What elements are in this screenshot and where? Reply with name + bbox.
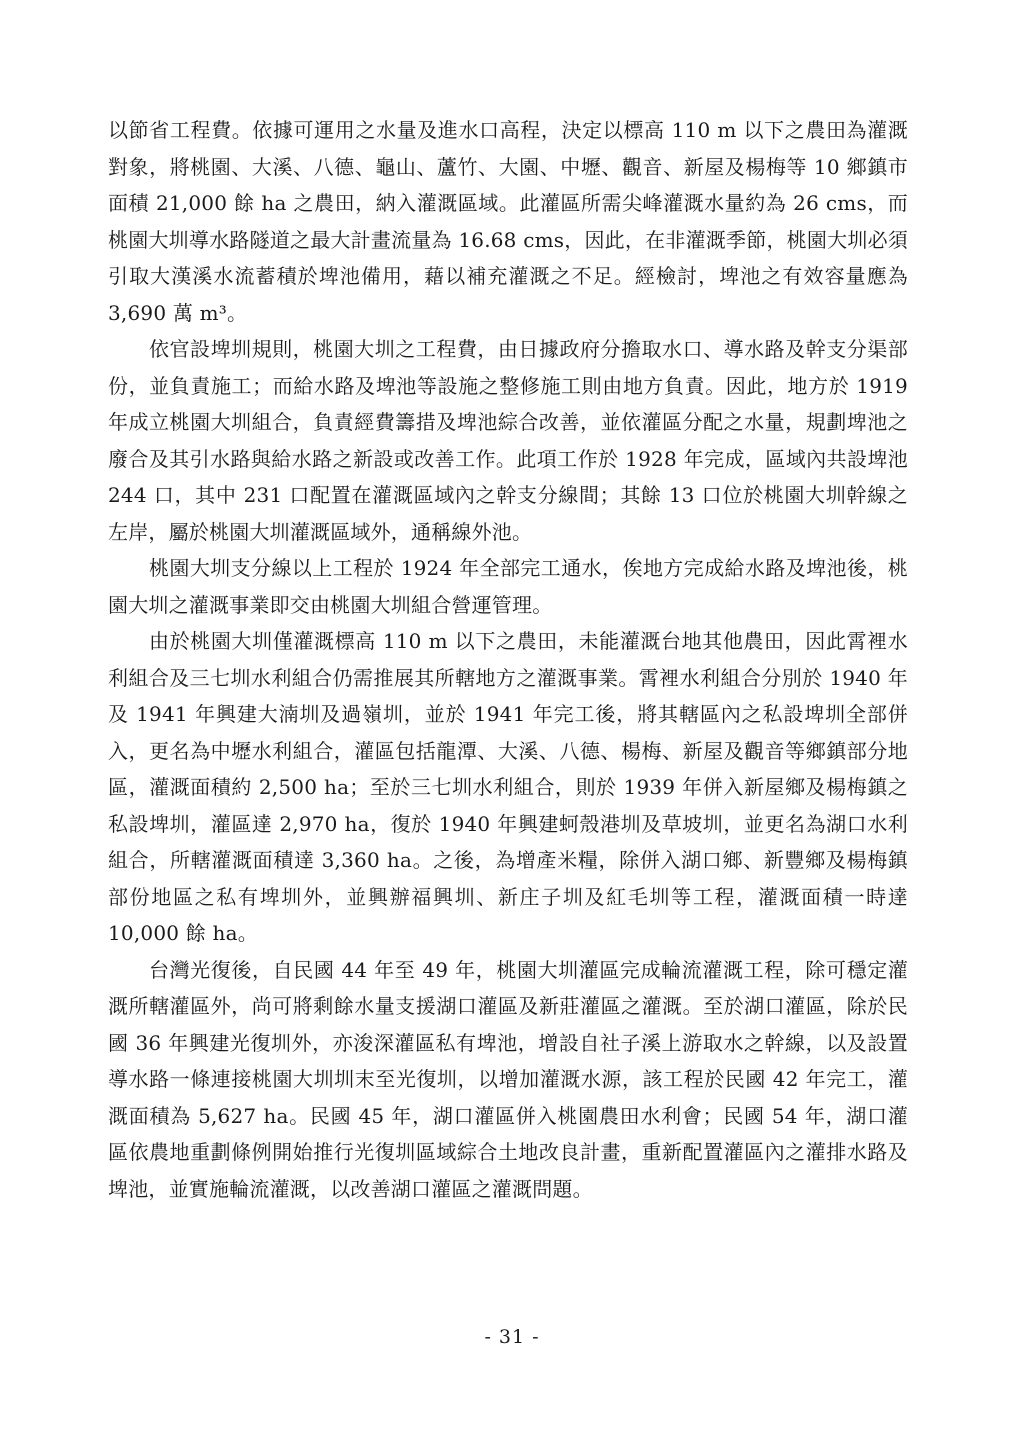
paragraph-post-war: 台灣光復後，自民國 44 年至 49 年，桃園大圳灌區完成輪流灌溉工程，除可穩定灌溉所轄灌區外，尚可將剩餘水量支援湖口灌區及新莊灌區之灌溉。至於湖口灌區，除於民國 36 年興建光復圳外，亦浚深灌區私有埤池，增設自社子溪上游取水之幹線，以及設置導水路一條連接桃園大圳圳末至光復圳，以增加灌溉水源，該工程於民國 42 年完工，灌溉面積為 5,627 ha。民國 45 年，湖口灌區併入桃園農田水利會；民國 54 年，湖口灌區依農地重劃條例開始推行光復圳區域綜合土地改良計畫，重新配置灌區內之灌排水路及埤池，並實施輪流灌溉，以改善湖口灌區之灌溉問題。: [108, 957, 908, 1201]
paragraph-continuation: 以節省工程費。依據可運用之水量及進水口高程，決定以標高 110 m 以下之農田為灌溉對象，將桃園、大溪、八德、龜山、蘆竹、大園、中壢、觀音、新屋及楊梅等 10 鄉鎮市面積 21,000 餘 ha 之農田，納入灌溉區域。此灌區所需尖峰灌溉水量約為 26 cms，而桃園大圳導水路隧道之最大計畫流量為 16.68 cms，因此，在非灌溉季節，桃園大圳必須引取大漢溪水流蓄積於埤池備用，藉以補充灌溉之不足。經檢討，埤池之有效容量應為 3,690 萬 m³。: [108, 118, 908, 325]
body-text: [108, 112, 908, 1207]
paragraph-embankment-rules: 依官設埤圳規則，桃園大圳之工程費，由日據政府分擔取水口、導水路及幹支分渠部份，並負責施工；而給水路及埤池等設施之整修施工則由地方負責。因此，地方於 1919 年成立桃園大圳組合，負責經費籌措及埤池綜合改善，並依灌區分配之水量，規劃埤池之廢合及其引水路與給水路之新設或改善工作。此項工作於 1928 年完成，區域內共設埤池 244 口，其中 231 口配置在灌溉區域內之幹支分線間；其餘 13 口位於桃園大圳幹線之左岸，屬於桃園大圳灌溉區域外，通稱線外池。: [108, 337, 908, 544]
paragraph-completion: 桃園大圳支分線以上工程於 1924 年全部完工通水，俟地方完成給水路及埤池後，桃園大圳之灌溉事業即交由桃園大圳組合營運管理。: [108, 556, 908, 617]
paragraph-irrigation-associations: 由於桃園大圳僅灌溉標高 110 m 以下之農田，未能灌溉台地其他農田，因此霄裡水利組合及三七圳水利組合仍需推展其所轄地方之灌溉事業。霄裡水利組合分別於 1940 年及 1941 年興建大湳圳及過嶺圳，並於 1941 年完工後，將其轄區內之私設埤圳全部併入，更名為中壢水利組合，灌區包括龍潭、大溪、八德、楊梅、新屋及觀音等鄉鎮部分地區，灌溉面積約 2,500 ha；至於三七圳水利組合，則於 1939 年併入新屋鄉及楊梅鎮之私設埤圳，灌區達 2,970 ha，復於 1940 年興建蚵殼港圳及草坡圳，並更名為湖口水利組合，所轄灌溉面積達 3,360 ha。之後，為增產米糧，除併入湖口鄉、新豐鄉及楊梅鎮部份地區之私有埤圳外，並興辦福興圳、新庄子圳及紅毛圳等工程，灌溉面積一時達 10,000 餘 ha。: [108, 629, 908, 945]
page-number: - 31 -: [484, 1326, 540, 1348]
